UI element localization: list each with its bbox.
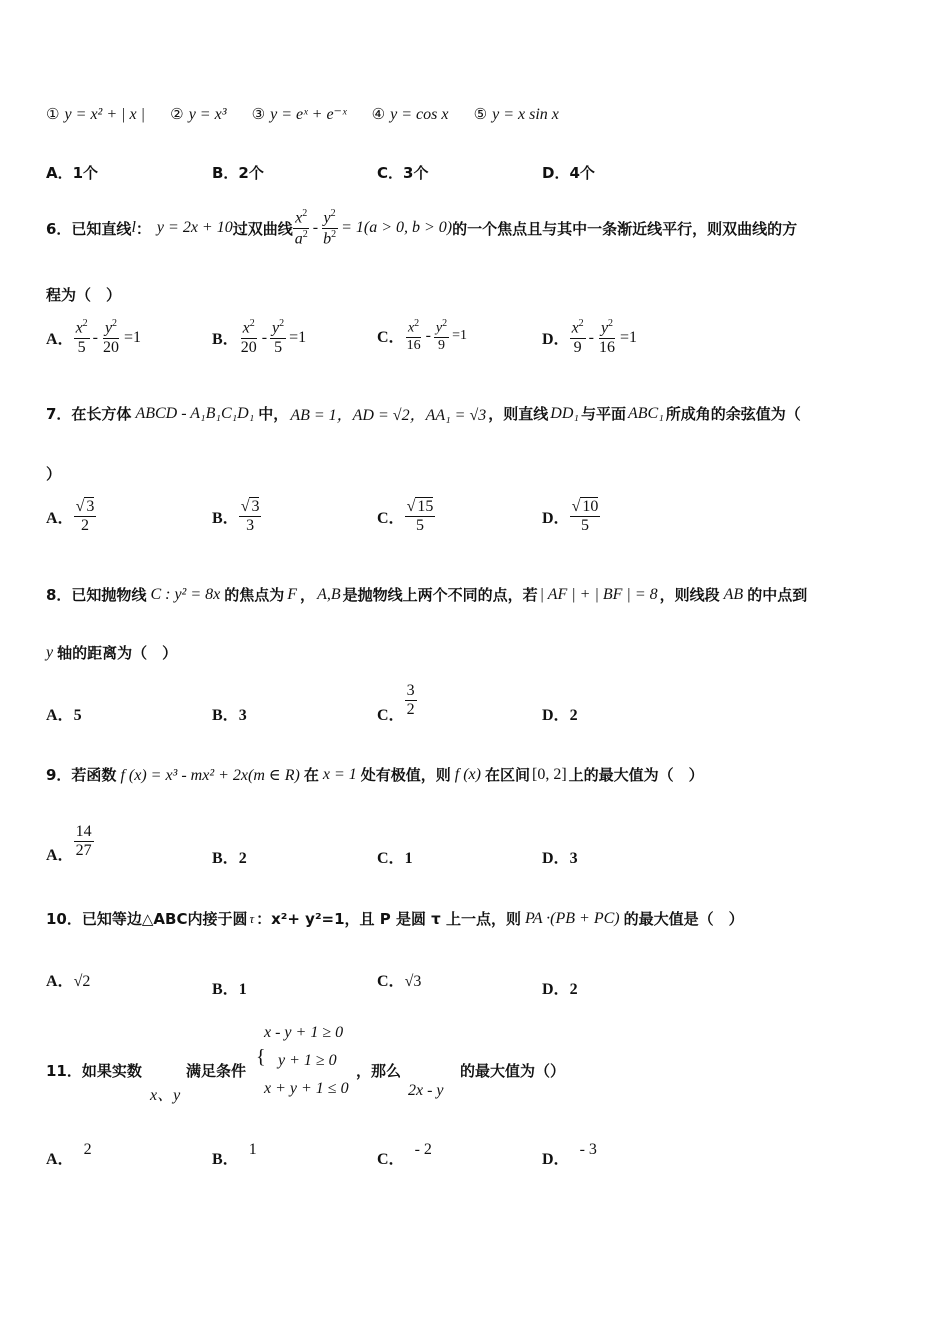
q8-option-b[interactable]	[212, 702, 247, 725]
denominator: 9	[573, 338, 582, 356]
option-label: C．	[377, 329, 405, 347]
option-label: D．	[542, 510, 570, 528]
q7-prefix: 7．在长方体	[46, 405, 132, 423]
q10-prefix: 10．已知等边△ABC内接于圆	[46, 910, 248, 928]
denominator: 2	[80, 517, 89, 535]
option-value: 2	[83, 1140, 92, 1158]
q9-interval: [0, 2]	[532, 765, 567, 783]
q11-suffix: 的最大值为（）	[460, 1062, 566, 1080]
q6-option-d[interactable]: D． $\frac{x^2}{9}$ - $\frac{y^2}{16}$ =1	[542, 318, 638, 356]
q11-constraint-2: y + 1 ≥ 0	[278, 1052, 337, 1069]
q8-cont: 轴的距离为（ ）	[57, 644, 178, 662]
q11-vars: x、y	[150, 1087, 181, 1104]
option-value: 3	[238, 707, 247, 724]
function-expr: y = x² + | x |	[64, 106, 146, 123]
function-expr: y = x sin x	[492, 106, 559, 123]
option-label: B．	[212, 850, 239, 867]
q9-prefix: 9．若函数	[46, 766, 117, 784]
q9-option-a[interactable]	[46, 818, 94, 865]
denominator: 2	[406, 701, 415, 718]
q6-option-c[interactable]: C． $\frac{x^2}{16}$ - $\frac{y^2}{9}$ =1	[377, 318, 468, 353]
q9-fx: f (x)	[454, 765, 481, 783]
q11-option-d[interactable]	[542, 1130, 597, 1169]
q8-mid2: ，	[300, 586, 316, 604]
option-label: A．	[46, 510, 74, 528]
q7-mid1: 中，	[258, 405, 289, 423]
q9-suffix: 上的最大值为（ ）	[568, 766, 704, 784]
function-list	[46, 104, 559, 124]
option-label: C．	[377, 1151, 405, 1168]
option-label: D．	[542, 981, 570, 998]
option-label: B．	[212, 981, 239, 998]
q6-suffix: 的一个焦点且与其中一条渐近线平行，则双曲线的方	[452, 219, 798, 238]
q8-continuation	[46, 642, 177, 663]
q11-mid1: 满足条件	[186, 1062, 247, 1080]
option-c[interactable]: C．3个	[377, 164, 429, 182]
hyperbola-x-term: $\frac{x^2}{a^2}$	[294, 207, 308, 247]
denominator: 16	[406, 337, 421, 353]
q9-option-d[interactable]	[542, 845, 578, 868]
q7-option-a[interactable]: A． $\frac{√ 3}{2}$	[46, 498, 95, 535]
q10-option-d[interactable]	[542, 976, 578, 999]
option-label: C．	[377, 973, 405, 990]
q10-option-a[interactable]	[46, 968, 90, 991]
q10-suffix: 的最大值是（ ）	[623, 910, 744, 928]
q7-solid: ABCD - A₁B₁C₁D₁	[135, 404, 255, 422]
q6-line-eq: y = 2x + 10	[156, 219, 233, 236]
option-label: D．	[542, 850, 570, 867]
q11-constraint-1: x - y + 1 ≥ 0	[264, 1024, 344, 1041]
question-8	[46, 584, 807, 605]
q6-cond: = 1(a > 0, b > 0)	[341, 219, 453, 236]
option-label: A．	[46, 707, 74, 724]
q11-constraint-3: x + y + 1 ≤ 0	[264, 1080, 349, 1097]
option-label: A．	[46, 847, 74, 864]
option-value: 2	[238, 850, 247, 867]
option-value: 2	[569, 707, 578, 724]
denominator: 5	[580, 517, 589, 535]
q8-mid3: 是抛物线上两个不同的点，若	[342, 586, 538, 604]
option-label: A．	[46, 331, 74, 349]
q9-option-c[interactable]	[377, 845, 413, 868]
option-value: √2	[73, 973, 91, 990]
q11-option-c[interactable]	[377, 1130, 432, 1169]
q6-option-b[interactable]: B． $\frac{x^2}{20}$ - $\frac{y^2}{5}$ =1	[212, 318, 307, 356]
question-7	[46, 402, 801, 425]
q7-mid2: ，则直线	[488, 405, 549, 423]
q11-mid2: ，那么	[356, 1062, 402, 1080]
option-label: C．	[377, 850, 405, 867]
q8-points: A,B	[317, 585, 341, 603]
q8-option-a[interactable]	[46, 702, 82, 725]
function-expr: y = eˣ + e⁻ˣ	[270, 106, 347, 123]
q10-expr: PA ·(PB + PC)	[524, 909, 620, 927]
question-6: 6．已知直线 l ： y = 2x + 10 过双曲线 $\frac{x^2}{a^2}$ - $\frac{y^2}{b^2}$ = 1(a > 0, b > 0) 的一个焦点且与其中一条渐近线平行，则双曲线的方	[46, 207, 798, 247]
denominator: 5	[77, 338, 86, 356]
option-label: D．	[542, 1151, 570, 1168]
q11-target: 2x - y	[408, 1082, 444, 1099]
option-label: B．	[212, 1151, 239, 1168]
q7-suffix: 所成角的余弦值为（	[665, 405, 801, 423]
function-expr: y = cos x	[390, 106, 449, 123]
question-9	[46, 764, 704, 785]
q8-suffix: 的中点到	[747, 586, 808, 604]
q8-focus: F	[287, 585, 298, 603]
option-value: - 3	[579, 1140, 597, 1158]
q8-y: y	[46, 643, 54, 661]
option-d[interactable]: D．4个	[542, 164, 595, 182]
denominator: 20	[240, 338, 257, 356]
option-label: C．	[377, 707, 405, 724]
option-label: C．	[377, 510, 405, 528]
item-mark: ①	[46, 105, 60, 123]
option-label: D．	[542, 331, 570, 349]
q7-option-d[interactable]: D． $\frac{√ 10}{5}$	[542, 498, 599, 535]
option-a[interactable]: A．1个	[46, 164, 99, 182]
hyperbola-y-term: $\frac{y^2}{b^2}$	[323, 207, 337, 247]
denominator: 20	[103, 338, 119, 356]
q6-option-a[interactable]: A． $\frac{x^2}{5}$ - $\frac{y^2}{20}$ =1	[46, 318, 142, 356]
denominator: 5	[274, 338, 283, 356]
q9-mid3: 在区间	[484, 766, 530, 784]
option-label: A．	[46, 1151, 74, 1168]
q10-circle: ：x²+ y²=1，且 P 是圆 τ 上一点，则	[256, 910, 521, 928]
q6-mid: 过双曲线	[232, 219, 293, 238]
q10-option-c[interactable]	[377, 968, 421, 991]
q8-curve: C : y² = 8x	[150, 585, 221, 603]
numerator: 14	[74, 823, 94, 842]
q7-mid3: 与平面	[580, 405, 626, 423]
q6-cont: 程为（ ）	[46, 286, 122, 304]
q9-mid2: 处有极值，则	[360, 766, 451, 784]
radicand: 15	[417, 498, 434, 515]
option-value: √3	[404, 973, 422, 990]
radicand: 3	[251, 498, 260, 515]
numerator: 3	[405, 682, 417, 701]
q10-option-b[interactable]	[212, 976, 247, 999]
option-value: - 2	[414, 1140, 432, 1158]
function-expr: y = x³	[188, 106, 227, 123]
q9-x-value: x = 1	[322, 765, 357, 783]
denominator: 27	[75, 842, 92, 859]
option-value: 1	[238, 981, 247, 998]
q9-func: f (x) = x³ - mx² + 2x(m ∈ R)	[120, 766, 300, 784]
radicand: 3	[86, 498, 95, 515]
q6-prefix: 6．已知直线	[46, 219, 132, 238]
q8-cond: | AF | + | BF | = 8	[539, 585, 658, 603]
q11-brace: {	[256, 1046, 266, 1068]
q8-prefix: 8．已知抛物线	[46, 586, 147, 604]
denominator: 5	[415, 517, 424, 535]
q7-plane: ABC₁	[627, 404, 664, 422]
q8-option-c[interactable]	[377, 676, 417, 725]
option-value: 1	[248, 1140, 257, 1158]
q11-option-b[interactable]	[212, 1130, 257, 1169]
q6-colon: ：	[135, 219, 151, 238]
option-value: 2	[569, 981, 578, 998]
q8-mid4: ，则线段	[659, 586, 720, 604]
q11-option-a[interactable]	[46, 1130, 92, 1169]
item-mark: ③	[251, 105, 266, 123]
q8-option-d[interactable]	[542, 702, 578, 725]
q7-line: DD₁	[550, 404, 579, 422]
option-label: B．	[212, 510, 239, 528]
item-mark: ④	[371, 105, 386, 123]
option-value: 5	[73, 707, 82, 724]
denominator: 9	[438, 337, 445, 353]
radicand: 10	[582, 498, 599, 515]
denominator: 16	[599, 338, 615, 356]
q9-option-b[interactable]	[212, 845, 247, 868]
q6-l: l	[131, 219, 136, 236]
q7-cond: AB = 1，AD = √2，AA₁ = √3	[290, 407, 487, 424]
q11-prefix: 11．如果实数	[46, 1062, 142, 1080]
option-label: D．	[542, 707, 570, 724]
item-mark: ②	[170, 105, 184, 123]
q7-option-b[interactable]: B． $\frac{√ 3}{3}$	[212, 498, 260, 535]
q7-cont: ）	[46, 465, 62, 483]
q8-mid1: 的焦点为	[224, 586, 285, 604]
item-mark: ⑤	[473, 105, 488, 123]
option-label: B．	[212, 331, 239, 349]
q9-mid1: 在	[303, 766, 319, 784]
option-label: A．	[46, 973, 74, 990]
option-b[interactable]: B．2个	[212, 164, 264, 182]
q10-tau: τ	[249, 910, 255, 926]
option-value: 3	[569, 850, 578, 867]
denominator: 3	[246, 517, 255, 535]
question-10	[46, 908, 744, 929]
q7-option-c[interactable]: C． $\frac{√ 15}{5}$	[377, 498, 434, 535]
option-value: 1	[404, 850, 413, 867]
option-label: B．	[212, 707, 239, 724]
q8-segment: AB	[723, 585, 744, 603]
